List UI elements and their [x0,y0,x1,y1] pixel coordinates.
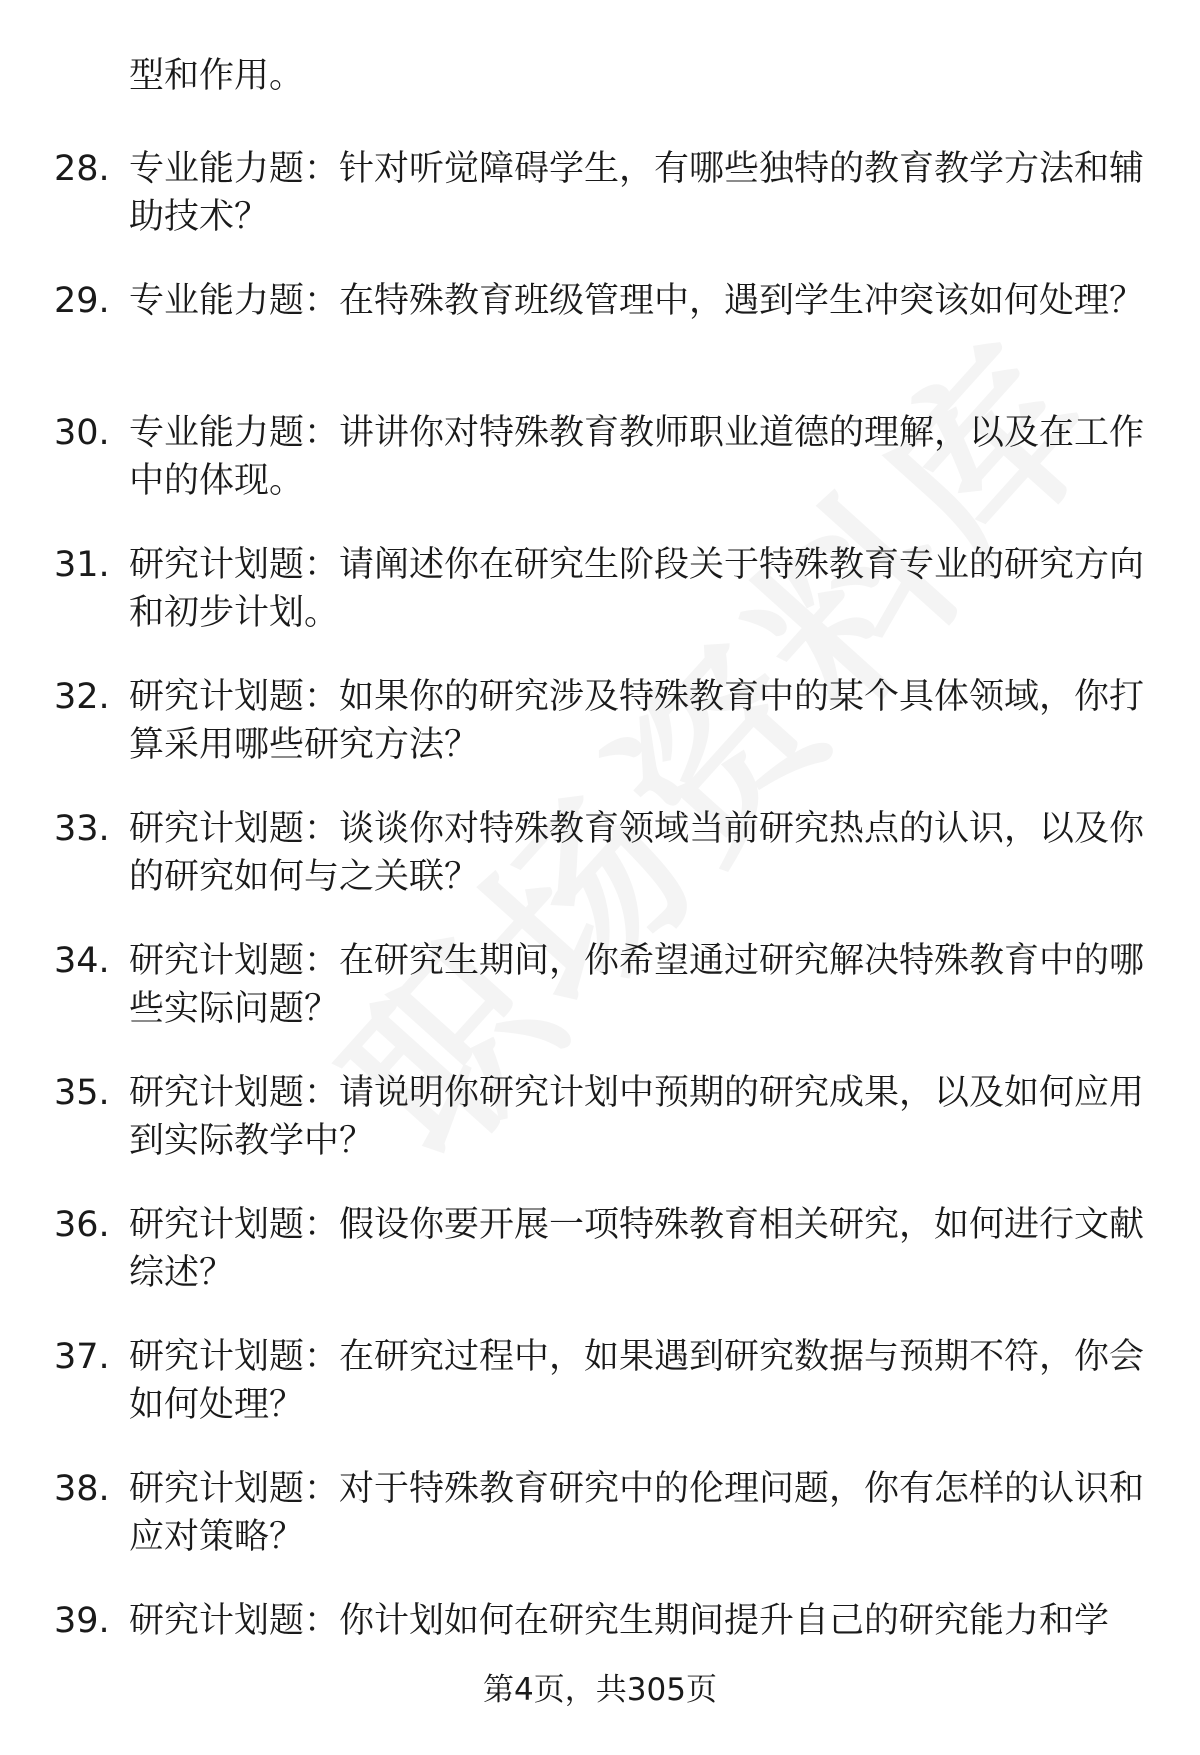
page-footer: 第4页，共305页 [483,1672,717,1708]
question-item [0,277,1200,409]
question-text: 研究计划题：谈谈你对特殊教育领域当前研究热点的认识，以及你的研究如何与之关联？ [129,809,1145,897]
question-item [0,805,1200,937]
question-item [0,1465,1200,1597]
question-text: 研究计划题：对于特殊教育研究中的伦理问题，你有怎样的认识和应对策略？ [129,1469,1145,1557]
question-number: 38. [54,1469,110,1509]
question-list [0,145,1200,1729]
question-number: 34. [54,941,110,981]
question-item [0,937,1200,1069]
continued-text: 型和作用。 [129,56,305,96]
question-text: 专业能力题：讲讲你对特殊教育教师职业道德的理解，以及在工作中的体现。 [129,413,1145,501]
question-item [0,673,1200,805]
question-number: 29. [54,281,110,321]
question-text: 研究计划题：请阐述你在研究生阶段关于特殊教育专业的研究方向和初步计划。 [129,545,1145,633]
question-text: 研究计划题：在研究过程中，如果遇到研究数据与预期不符，你会如何处理？ [129,1337,1145,1425]
question-text: 专业能力题：针对听觉障碍学生，有哪些独特的教育教学方法和辅助技术？ [129,149,1145,237]
question-text: 研究计划题：在研究生期间，你希望通过研究解决特殊教育中的哪些实际问题？ [129,941,1145,1029]
question-item [0,1069,1200,1201]
question-text: 研究计划题：假设你要开展一项特殊教育相关研究，如何进行文献综述？ [129,1205,1145,1293]
question-text: 研究计划题：请说明你研究计划中预期的研究成果，以及如何应用到实际教学中？ [129,1073,1145,1161]
question-item [0,409,1200,541]
question-item [0,1333,1200,1465]
question-text: 专业能力题：在特殊教育班级管理中，遇到学生冲突该如何处理？ [129,281,1145,321]
question-item [0,145,1200,277]
question-number: 28. [54,149,110,189]
question-item [0,541,1200,673]
question-number: 31. [54,545,110,585]
question-number: 37. [54,1337,110,1377]
question-number: 30. [54,413,110,453]
question-text: 研究计划题：如果你的研究涉及特殊教育中的某个具体领域，你打算采用哪些研究方法？ [129,677,1145,765]
question-number: 33. [54,809,110,849]
question-number: 36. [54,1205,110,1245]
question-number: 39. [54,1601,110,1641]
question-number: 32. [54,677,110,717]
question-text: 研究计划题：你计划如何在研究生期间提升自己的研究能力和学 [129,1601,1110,1641]
question-item [0,1201,1200,1333]
question-number: 35. [54,1073,110,1113]
